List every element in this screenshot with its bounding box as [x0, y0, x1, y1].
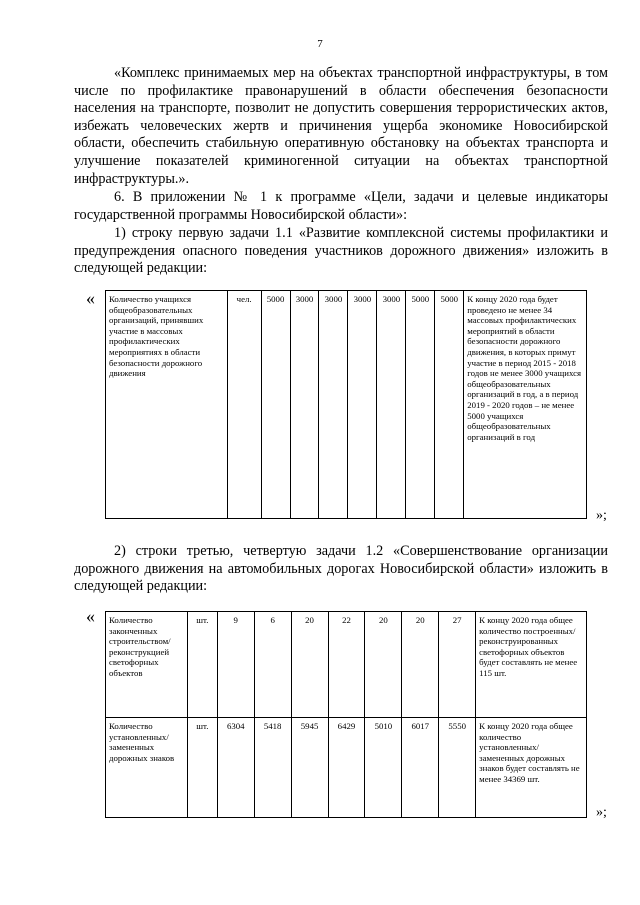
unit-cell: шт. — [187, 718, 217, 818]
note-cell: К концу 2020 года общее количество построенных/ реконструированных светофорных объектов будет составлять не менее 115 шт. — [476, 612, 587, 718]
table-row — [106, 612, 587, 718]
note-cell: К концу 2020 года общее количество установленных/ замененных дорожных знаков будет составлять не менее 34369 шт. — [476, 718, 587, 818]
value-cell: 5550 — [439, 718, 476, 818]
paragraph-complex-measures: «Комплекс принимаемых мер на объектах транспортной инфраструктуры, в том числе по профилактике правонарушений в области обеспечения безопасности населения на транспорте, позволит не допустить совершения террористических актов, избежать человеческих жертв и причинения ущерба экономике Новосибирской области, обеспечить стабильную оперативную обстановку на объектах транспорта и улучшение показателей криминогенной ситуации на объектах транспортной инфраструктуры.». — [74, 65, 608, 187]
indicators-table-1 — [105, 290, 587, 519]
value-cell: 3000 — [290, 291, 319, 519]
quote-close-1: »; — [596, 508, 607, 523]
table-row — [106, 291, 587, 519]
value-cell: 5000 — [261, 291, 290, 519]
value-cell: 22 — [328, 612, 365, 718]
value-cell: 20 — [291, 612, 328, 718]
quote-open-1: « — [86, 288, 95, 308]
paragraph-appendix-1: 6. В приложении № 1 к программе «Цели, задачи и целевые индикаторы государственной программы Новосибирской области»: — [74, 189, 608, 223]
value-cell: 6429 — [328, 718, 365, 818]
table-row — [106, 718, 587, 818]
value-cell: 3000 — [377, 291, 406, 519]
value-cell: 20 — [402, 612, 439, 718]
indicator-name-cell: Количество установленных/ замененных дорожных знаков — [106, 718, 188, 818]
unit-cell: чел. — [227, 291, 261, 519]
unit-cell: шт. — [187, 612, 217, 718]
quote-close-2: »; — [596, 805, 607, 820]
value-cell: 3000 — [348, 291, 377, 519]
value-cell: 20 — [365, 612, 402, 718]
value-cell: 6304 — [217, 718, 254, 818]
value-cell: 3000 — [319, 291, 348, 519]
value-cell: 5418 — [254, 718, 291, 818]
paragraph-task-1-1: 1) строку первую задачи 1.1 «Развитие комплексной системы профилактики и предупреждения опасного поведения участников дорожного движения» изложить в следующей редакции: — [74, 225, 608, 277]
indicator-name-cell: Количество законченных строительством/ реконструкцией светофорных объектов — [106, 612, 188, 718]
value-cell: 5945 — [291, 718, 328, 818]
paragraph-task-1-2: 2) строки третью, четвертую задачи 1.2 «Совершенствование организации дорожного движения на автомобильных дорогах Новосибирской области» изложить в следующей редакции: — [74, 543, 608, 595]
indicators-table-2 — [105, 611, 587, 818]
page-number: 7 — [317, 38, 323, 50]
value-cell: 5010 — [365, 718, 402, 818]
value-cell: 6 — [254, 612, 291, 718]
value-cell: 27 — [439, 612, 476, 718]
indicator-name-cell: Количество учащихся общеобразовательных организаций, принявших участие в массовых профилактических мероприятиях в области безопасности дорожного движения — [106, 291, 228, 519]
quote-open-2: « — [86, 606, 95, 626]
note-cell: К концу 2020 года будет проведено не менее 34 массовых профилактических мероприятий в области безопасности дорожного движения, в которых примут участие в период 2015 - 2018 годов не менее 3000 учащихся общеобразовательных организаций в год, а в период 2019 - 2020 годов – не менее 5000 учащихся общеобразовательных организаций в год — [464, 291, 587, 519]
value-cell: 5000 — [406, 291, 435, 519]
value-cell: 6017 — [402, 718, 439, 818]
value-cell: 9 — [217, 612, 254, 718]
value-cell: 5000 — [435, 291, 464, 519]
